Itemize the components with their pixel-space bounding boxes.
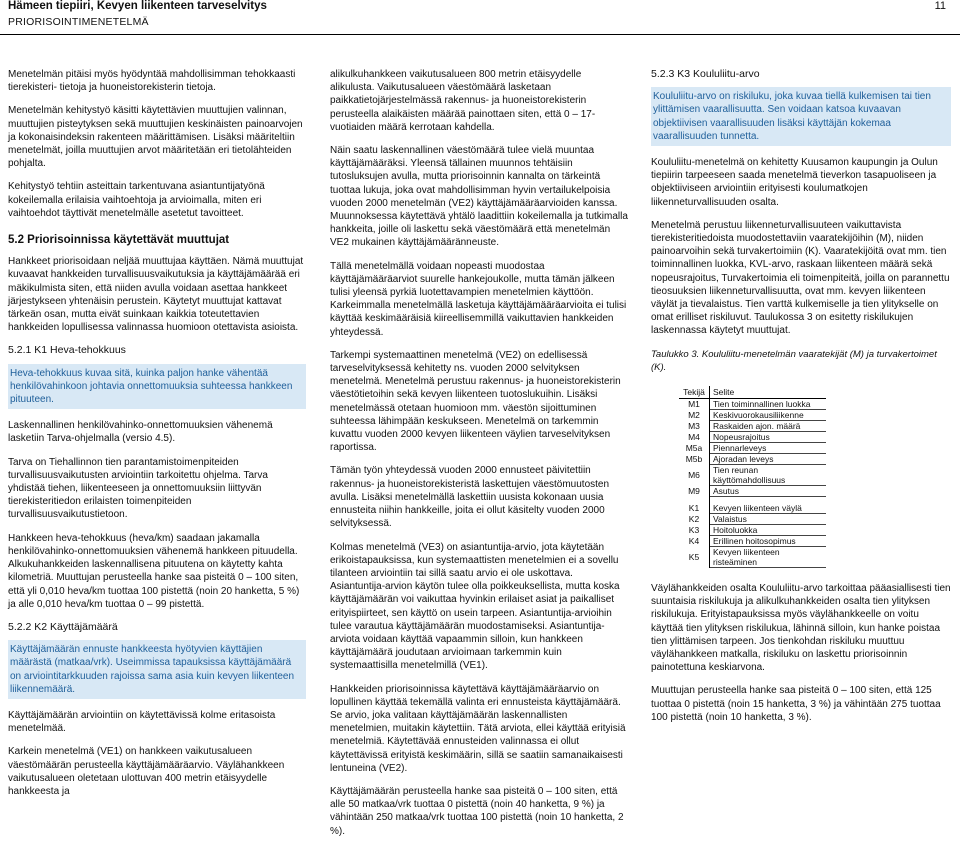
factor-description: Keskivuorokausiliikenne	[710, 410, 827, 421]
factor-description: Hoitoluokka	[710, 525, 827, 536]
section-heading: 5.2 Priorisoinnissa käytettävät muuttujat	[8, 234, 230, 247]
highlight-box: Heva-tehokkuus kuvaa sitä, kuinka paljon hanke vähentää henkilövahinkoon johtavia onnettomuuksia suhteessa hankkeen pituuteen.	[8, 364, 306, 410]
paragraph: Menetelmän kehitystyö käsitti käytettävien muuttujien valinnan, muuttujien pisteytyksen sekä muuttujien keskinäisten painoarvojen ja kokonaisindeksin rakenteen määrittämisen. Lisäksi määriteltiin menetelmät, joilla muuttujien arvot määritetään eri tietolähteiden pohjalta.	[8, 105, 303, 170]
header-title: Hämeen tiepiiri, Kevyen liikenteen tarveselvitys	[8, 0, 267, 12]
subsection-heading: 5.2.1 K1 Heva-tehokkuus	[8, 344, 126, 357]
factor-code: M9	[679, 486, 710, 497]
factor-description: Kevyen liikenteen risteäminen	[710, 547, 827, 568]
paragraph: Hankkeiden priorisoinnissa käytettävä käyttäjämääräarvio on lopullinen käyttää tekemällä valinta eri ennusteista käyttäjämäärä. Se arvio, joka valitaan käyttäjämäärän laskennallisten menetelmien, muitakin käytettiin. Tätä arviota, ellei käyttää erityisiä menetelmiä. Käytettävää ennusteiden valinnassa ei ollut käytettävissä erityistä keskimäärin, sillä se saatiin samanaikaisesti lentuneina (VE2).	[330, 683, 626, 774]
factor-code: K1	[679, 503, 710, 514]
highlight-box: Käyttäjämäärän ennuste hankkeesta hyötyvien käyttäjien määrästä (matkaa/vrk). Useimmissa tapauksissa käyttäjämäärä on arviointitarkkuuden rajoissa sama asia kuin kevyen liikenteen liikennemäärä.	[8, 640, 306, 699]
paragraph: Tällä menetelmällä voidaan nopeasti muodostaa käyttäjämääräarviot suurelle hankejoukolle, mutta tämän jälkeen tulisi yleensä pyrkiä luotettavampien menetelmien käyttöön. Karkeimmalla menetelmällä lasketuja käyttäjämääräarvioita ei tulisi käyttää keskimääräisiä kiireellisemmillä vaikuttavien hankkeiden yhteydessä.	[330, 260, 627, 338]
table-row	[679, 454, 826, 465]
paragraph: Hankkeet priorisoidaan neljää muuttujaa käyttäen. Nämä muuttujat kuvaavat hankkeiden turvallisuusvaikutuksia ja käyttäjämäärää eri mäkikulmista siten, että niiden avulla voidaan asettaa hankkeet järjestykseen yhtenäisin perustein. Käytetyt muuttujat kattavat tärkeän osan, mutta eivät suinkaan kaikkia toteutettavien hankkeiden lopullisessa valinnassa huomioon otettavista asioista.	[8, 256, 304, 334]
paragraph: Näin saatu laskennallinen väestömäärä tulee vielä muuntaa käyttäjämääräksi. Yleensä tällainen muunnos tehtäisiin tutosluksujen avulla, mutta priorisoinnin kannalta on tärkeintä tuottaa lukuja, joka ovat mahdollisimman hyvin vertailukelpoisia vuoden 2000 menetelmän (VE2) käyttäjämääräarvioiden kanssa. Muunnoksessa käytettävä yhtälö laadittiin kokeilemalla ja tutkimalla hankkeita, joille oli laskettu sekä väestömäärä että menetelmän VE2 mukainen käyttäjämääränneuste.	[330, 145, 628, 249]
factor-code: K5	[679, 547, 710, 568]
safety-coefficient-rows	[679, 503, 826, 568]
column-middle	[330, 68, 628, 848]
table-caption: Taulukko 3. Koululiitu-menetelmän vaaratekijät (M) ja turvakertoimet (K).	[651, 348, 937, 373]
hazard-factor-rows	[679, 399, 826, 497]
paragraph: Tarva on Tiehallinnon tien parantamistoimenpiteiden turvallisuusvaikutusten arviointiin tarkoitettu ohjelma. Tarva yhdistää tiehen, liikenteeseen ja onnettomuuksiin liittyvän tierekisteritiedon erilaisten toimenpiteiden turvallisuusvaikutustietoon.	[8, 456, 268, 521]
factor-code: M5b	[679, 454, 710, 465]
subsection-heading: 5.2.3 K3 Koululiitu-arvo	[651, 68, 760, 80]
column-right	[651, 68, 951, 734]
column-left	[8, 68, 306, 808]
factor-description: Tien reunan käyttömahdollisuus	[710, 465, 827, 486]
factor-code: M4	[679, 432, 710, 443]
factor-code: M5a	[679, 443, 710, 454]
factor-code: M2	[679, 410, 710, 421]
paragraph: Koululiitu-menetelmä on kehitetty Kuusamon kaupungin ja Oulun tiepiirin tarpeeseen saada menetelmä tieverkon tasapuoliseen ja objektiiviseen arviointiin erityisesti koulumatkojen liikenneturvallisuuden osalta.	[651, 157, 938, 208]
table-row	[679, 399, 826, 410]
paragraph: Käyttäjämäärän arviointiin on käytettävissä kolme eritasoista menetelmää.	[8, 709, 276, 735]
factor-description: Tien toiminnallinen luokka	[710, 399, 827, 410]
table-row	[679, 410, 826, 421]
table-row	[679, 536, 826, 547]
factor-description: Erillinen hoitosopimus	[710, 536, 827, 547]
table-row	[679, 486, 826, 497]
paragraph: Muuttujan perusteella hanke saa pisteitä 0 – 100 siten, että 125 tuottaa 0 pistettä (noin 15 hanketta, 3 %) ja vähintään 275 tuottaa 100 pistettä (noin 10 hanketta, 3 %).	[651, 685, 941, 723]
header-subtitle: PRIORISOINTIMENETELMÄ	[8, 16, 149, 28]
risk-factor-table	[679, 386, 826, 568]
factor-code: M3	[679, 421, 710, 432]
subsection-heading: 5.2.2 K2 Käyttäjämäärä	[8, 620, 118, 633]
factor-description: Raskaiden ajon. määrä	[710, 421, 827, 432]
paragraph: Tarkempi systemaattinen menetelmä (VE2) on edellisessä tarveselvityksessä kehitetty ns. vuoden 2000 selvityksen menetelmä. Menetelmä perustuu rakennus- ja huoneistorekisterin väestötietoihin sekä kevyen liikenteen tuotoslukuihin. Lisäksi menetelmässä otetaan huomioon mm. väestön sijoittuminen suhteessa lähimpään keskukseen. Menetelmä on tarkemmin kuvattu vuoden 2000 kevyen liikenteen väylien tarveselvityksen raportissa.	[330, 349, 621, 454]
factor-description: Ajoradan leveys	[710, 454, 827, 465]
paragraph: Karkein menetelmä (VE1) on hankkeen vaikutusalueen väestömäärän perusteella käyttäjämääräarvio. Väylähankkeen vaikutusalueen oletetaan ulottuvan 400 metrin etäisyydelle hankkeesta ja	[8, 746, 285, 797]
table-row	[679, 443, 826, 454]
table-row	[679, 525, 826, 536]
page-number: 11	[934, 0, 946, 12]
table-header-factor: Tekijä	[679, 386, 710, 399]
table-row	[679, 514, 826, 525]
paragraph: Menetelmän pitäisi myös hyödyntää mahdollisimman tehokkaasti tierekisteri- tietoja ja huoneistorekisterin tietoja.	[8, 69, 296, 94]
table-header-description: Selite	[710, 386, 827, 399]
factor-description: Nopeusrajoitus	[710, 432, 827, 443]
factor-code: K4	[679, 536, 710, 547]
page-header	[0, 0, 960, 35]
factor-description: Valaistus	[710, 514, 827, 525]
table-row	[679, 421, 826, 432]
paragraph: Laskennallinen henkilövahinko-onnettomuuksien vähenemä lasketiin Tarva-ohjelmalla (versio 4.5).	[8, 420, 273, 445]
table-row	[679, 465, 826, 486]
factor-description: Asutus	[710, 486, 827, 497]
paragraph: Kolmas menetelmä (VE3) on asiantuntija-arvio, jota käytetään erikoistapauksissa, kun systemaattisten menetelmien ei a sovellu tilanteen arviointiin tai sillä saatu arvio ei ole uskottava. Asiantuntija-arvion käytön tulee olla poikkeuksellista, mutta koska käyttäjämäärän voi vaikuttaa hyvinkin erilaiset asiat ja paikalliset erityispiirteet, sen käyttö on usein tarpeen. Asiantuntija-arvioihin tulee varautua käyttäjämäärän muodostamiseksi. Asiantuntija-arviota voidaan käyttää vapaammin silloin, kun hankkeen käyttäjämäärä joudutaan arvioimaan tarkemmin kuin systemaattisilla menetelmillä (VE1).	[330, 541, 620, 672]
paragraph: Menetelmä perustuu liikenneturvallisuuteen vaikuttavista tierekisteritiedoista muodostettaviin vaaratekijöihin (M), niiden painoarvoihin sekä turvakertoimiin (K). Vaaratekijöitä ovat mm. tien toiminnallinen luokka, KVL-arvo, raskaan liikenteen määrä sekä nopeusrajoitus, Turvakertoimia eli toimenpiteitä, joilla on parannettu tieosuuksien liikenneturvallisuutta, ovat mm. kevyen liikenteen väylät ja tievalaistus. Tien varttä kulkemiselle ja tien ylitykselle on omat erilliset riskiluvut. Taulukossa 3 on esitetty riskilukujen laskennassa käytetyt muuttujat.	[651, 219, 950, 337]
paragraph: alikulkuhankkeen vaikutusalueen 800 metrin etäisyydelle alikulusta. Vaikutusalueen väestömäärä lasketaan paikkatietojärjestelmässä rakennus- ja huoneistorekisterin perusteella alaikäisten määrää painottaen siten, että 0 – 17-vuotiaiden määrä kerrotaan kahdella.	[330, 69, 596, 133]
factor-code: M6	[679, 465, 710, 486]
table-row	[679, 432, 826, 443]
paragraph: Käyttäjämäärän perusteella hanke saa pisteitä 0 – 100 siten, että alle 50 matkaa/vrk tuottaa 0 pistettä (noin 40 hanketta, 9 %) ja vähintään 250 matkaa/vrk tuottaa 100 pistettä (noin 10 hanketta, 2 %).	[330, 785, 624, 837]
paragraph: Väylähankkeiden osalta Koululiitu-arvo tarkoittaa pääasiallisesti tien suuntaisia riskilukuja ja alikulkuhankkeiden osalta tien ylityksen riskilukuja. Erityistapauksissa myös väylähankkeelle on voitu käyttää tien ylityksen riskilukua, lähinnä silloin, kun hanke poistaa tien ylittämisen tarpeen. Jos tienkohdan riskiluku muuttuu väylähankkeen matkalla, riskiluku on laskettu priorisoinnin painotettuna keskiarvona.	[651, 583, 951, 674]
paragraph: Tämän työn yhteydessä vuoden 2000 ennusteet päivitettiin rakennus- ja huoneistorekisteristä laskettujen väestömuutosten avulla. Lisäksi menetelmällä laskettiin uusista kokonaan uusia ennusteita niihin hankkeille, joita ei ollut käsitelty vuoden 2000 selvityksessä.	[330, 465, 610, 530]
paragraph: Kehitystyö tehtiin asteittain tarkentuvana asiantuntijatyönä kokeilemalla erilaisia vaihtoehtoja ja arvioimalla, miten eri vaihtoehdot täyttivät menetelmälle asetetut tavoitteet.	[8, 181, 265, 219]
table-row	[679, 547, 826, 568]
highlight-box: Koululiitu-arvo on riskiluku, joka kuvaa tiellä kulkemisen tai tien ylittämisen vaarallisuutta. Sen voidaan katsoa kuvaavan objektiivisen vaarallisuuden lisäksi käyttäjän kokemaa vaarallisuuden tunnetta.	[651, 87, 951, 146]
factor-code: K2	[679, 514, 710, 525]
paragraph: Hankkeen heva-tehokkuus (heva/km) saadaan jakamalla henkilövahinko-onnettomuuksien vähenemä hankkeen pituudella. Alkukuhankkeiden laskennallisena pituutena on käytetty kahta kilometriä. Muuttujan perusteella hanke saa pisteitä 0 – 100 siten, että yli 0,010 heva/km tuottaa 100 pistettä (noin 20 hanketta, 5 %) ja alle 0,010 heva/km tuottaa 0 – 99 pistettä.	[8, 532, 300, 610]
factor-description: Piennarleveys	[710, 443, 827, 454]
table-row	[679, 503, 826, 514]
factor-description: Kevyen liikenteen väylä	[710, 503, 827, 514]
factor-code: K3	[679, 525, 710, 536]
factor-code: M1	[679, 399, 710, 410]
